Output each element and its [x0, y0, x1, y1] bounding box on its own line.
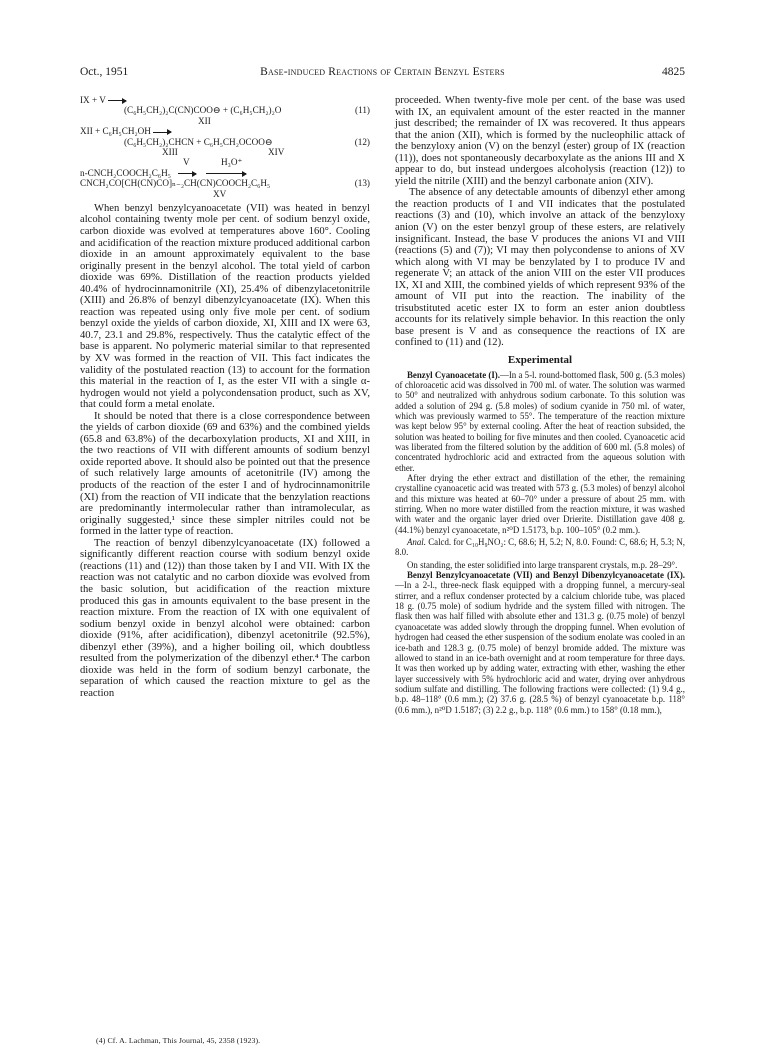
equation-13-reagents — [80, 157, 370, 167]
running-header — [80, 66, 685, 82]
arrow-icon — [108, 100, 126, 101]
equation-12-label-2: XIV — [268, 146, 285, 157]
right-column — [395, 95, 685, 715]
equation-11-line-1 — [80, 95, 370, 105]
equation-11-line-2 — [80, 105, 370, 115]
equation-11-label-row — [80, 116, 370, 126]
equation-13-label: XV — [213, 188, 227, 199]
paragraph: After drying the ether extract and distillation of the ether, the remaining crystalline cyanoacetic acid was treated with 573 g. (5.3 moles) of benzyl alcohol and this mixture was heated at 60–70° under a pressure of about 25 mm. with stirring. When no more water distilled from the reaction mixture, it was washed with water and the organic layer dried over Drierite. Distillation gave 408 g. (44.1%) benzyl cyanoacetate, n²⁰D 1.5173, b.p. 100–105° (0.2 mm.). — [395, 473, 685, 535]
paragraph-text: Calcd. for C₁₀H₉NO₂: C, 68.6; H, 5.2; N, 8.0. Found: C, 68.6; H, 5.3; N, 8.0. — [395, 537, 685, 558]
header-title: Base-induced Reactions of Certain Benzyl Esters — [260, 66, 505, 78]
equation-12-line-1 — [80, 126, 370, 136]
equation-13-reagent-acid: H₃O⁺ — [221, 157, 243, 168]
footnote: (4) Cf. A. Lachman, This Journal, 45, 2358 (1923). — [96, 1036, 261, 1045]
paragraph — [395, 370, 685, 473]
experimental-section — [395, 370, 685, 715]
paragraph-text: —In a 5-l. round-bottomed flask, 500 g. (5.3 moles) of chloroacetic acid was dissolved in 700 ml. of water. The solution was warmed to 50° and neutralized with anhydrous sodium carbonate. To this solution was added a solution of 294 g. (5.8 moles) of sodium cyanide in 750 ml. of water, which was previously warmed to 55°. The temperature of the reaction mixture was kept below 95° by external cooling. After the heat of reaction subsided, the solution was heated to boiling for five minutes and then cooled. Cyanoacetic acid was liberated from the filtered solution by the addition of 600 ml. (5.8 moles) of concentrated hydrochloric acid and extracted from the aqueous solution with ether. — [395, 369, 685, 473]
equation-13-reactant: n-CNCH₂COOCH₂C₆H₅ — [80, 167, 171, 178]
paragraph: The reaction of benzyl dibenzylcyanoacetate (IX) followed a significantly different reaction course with sodium benzyl oxide (reactions (11) and (12)) than those taken by I and VII. With IX the reaction was not catalytic and no carbon dioxide was evolved from the basic solution, but acidification of the reaction mixture produced this gas in amounts equivalent to the base present in the reaction mixture. From the reaction of IX with one equivalent of sodium benzyl oxide in benzyl alcohol were obtained: carbon dioxide (91%, after acidification), dibenzyl acetonitrile (92.5%), dibenzyl ether (39%), and a higher boiling oil, which doubtless resulted from the polymerization of the dibenzyl ether.⁴ The carbon dioxide was held in the form of sodium benzyl carbonate, the separation of which caused the reaction mixture to gel as the reaction — [80, 537, 370, 699]
compound-heading: Benzyl Benzylcyanoacetate (VII) and Benzyl Dibenzylcyanoacetate (IX). — [407, 570, 685, 581]
paragraph: proceeded. When twenty-five mole per cent. of the base was used with IX, an equivalent amount of the ester reacted in the manner just described; the remainder of IX was recovered. It thus appears that the anion (XII), which is formed by the nucleophilic attack of the benzyloxy anion (V) on the benzyl (ester) group of IX (reaction (11)), does not spontaneously decarboxylate as the anions III and X appear to do, but instead undergoes alcoholysis (reaction (12)) to yield the nitrile (XIII) and the benzyl carbonate anion (XIV). — [395, 95, 685, 187]
equation-11-products: (C₆H₅CH₂)₂C(CN)COO⊖ + (C₆H₅CH₂)₂O — [124, 105, 282, 116]
equation-13-line-2 — [80, 178, 370, 188]
equation-12-reactants: XII + C₆H₅CH₂OH — [80, 126, 151, 137]
header-date: Oct., 1951 — [80, 66, 129, 78]
equation-11-label: XII — [198, 115, 211, 126]
paragraph: It should be noted that there is a close correspondence between the yields of carbon dioxide (69 and 63%) and the combined yields (65.8 and 63.8%) of the decarboxylation products, XI and XIII, in the two reactions of VII with different amounts of sodium benzyl oxide reported above. It should also be pointed out that the presence of such relatively large amounts of acetonitrile (IV) among the products of the reaction of the ester I and of hydrocinnamonitrile (XI) from the reaction of VII indicate that the benzylation reactions are predominantly intermolecular rather than intramolecular, as originally suggested,¹ since these simpler nitriles could not be formed in the latter type of reaction. — [80, 410, 370, 538]
compound-heading: Benzyl Cyanoacetate (I). — [407, 369, 500, 380]
equation-12-label-row — [80, 147, 370, 157]
analysis-heading: Anal. — [407, 537, 426, 548]
arrow-icon — [206, 173, 246, 174]
paragraph — [395, 537, 685, 558]
equation-11-reactants: IX + V — [80, 95, 106, 105]
paragraph: When benzyl benzylcyanoacetate (VII) was heated in benzyl alcohol containing twenty mole per cent. of sodium benzyl oxide, carbon dioxide was evolved at temperatures above 160°. Cooling and acidification of the reaction mixture produced additional carbon dioxide in an amount approximately equivalent to the base originally present in the benzyl alcohol. The total yield of carbon dioxide was 69%. Distillation of the reaction products yielded 40.4% of hydrocinnamonitrile (XI), 25.4% of dibenzylacetonitrile (XIII) and 26.8% of benzyl dibenzylcyanoacetate (IX). When this reaction was repeated using only five mole per cent. of sodium benzyl oxide the yields of carbon dioxide, XI, XIII and IX were 63, 40.7, 23.1 and 29.8%, respectively. Thus the catalytic effect of the base is apparent. No polymeric material similar to that represented by XV was formed in the reaction of VII. This fact indicates the validity of the postulated reaction (13) to account for the formation this material in the reaction of I, as the ester VII with a single α-hydrogen would not yield a polycondensation product, such as XV, that could form a metal enolate. — [80, 202, 370, 411]
paragraph: On standing, the ester solidified into large transparent crystals, m.p. 28–29°. — [407, 559, 678, 570]
equation-12-number: (12) — [354, 136, 370, 147]
equation-13-label-row — [80, 189, 370, 199]
section-heading-experimental: Experimental — [507, 354, 573, 367]
arrow-icon — [153, 132, 171, 133]
equation-13-reagent-v: V — [183, 157, 190, 168]
equation-13-number: (13) — [354, 178, 370, 189]
equation-12-line-2 — [80, 137, 370, 147]
equation-13-line-1 — [80, 168, 370, 178]
equation-12-products: (C₆H₅CH₂)₂CHCN + C₆H₅CH₂OCOO⊖ — [124, 136, 273, 147]
page-number: 4825 — [662, 66, 685, 78]
left-column — [80, 95, 370, 699]
arrow-icon — [178, 173, 196, 174]
equation-13-product: CNCH₂CO[CH(CN)CO]ₙ₋₂CH(CN)COOCH₂C₆H₅ — [80, 178, 271, 189]
equation-11-number: (11) — [355, 105, 370, 116]
paragraph: The absence of any detectable amounts of dibenzyl ether among the reaction products of I and VII indicates that the postulated reactions (3) and (10), which involve an attack of the benzyloxy anion (V) on the ester benzyl group of these esters, are relatively insignificant. Instead, the base V produces the anions VI and VIII (reactions (5) and (7)); VI may then polycondense to anions of XV which along with VI may be benzylated by I to produce IV and regenerate V; an attack of the anion VIII on the ester VII produces IX, XI and XIII, the combined yields of which represent 93% of the amount of VII put into the reaction. The inability of the trisubstituted acetic ester IX to form an ester anion doubtless accounts for its relatively simple behavior. In this reaction the only base present is V and as consequence the reactions of IX are confined to (11) and (12). — [395, 187, 685, 349]
paragraph — [395, 570, 685, 715]
equation-12-label-1: XIII — [162, 146, 178, 157]
paragraph-text: —In a 2-l., three-neck flask equipped with a dropping funnel, a mercury-seal stirrer, and a reflux condenser protected by a calcium chloride tube, was placed 18 g. (0.75 mole) of sodium hydride and the system filled with nitrogen. The flask then was half filled with absolute ether and 131.3 g. (0.75 mole) of benzyl cyanoacetate was added slowly through the dropping funnel. When evolution of hydrogen had ceased the ether suspension of the sodium enolate was cooled in an ice-bath and 128.3 g. (0.75 mole) of benzyl bromide added. The mixture was allowed to stand in an ice-bath overnight and at room temperature for three days. It was then worked up by adding water, extracting with ether, washing the ether layer successively with 5% hydrochloric acid and water, drying over anhydrous sodium sulfate and distilling. The following fractions were collected: (1) 9.4 g., b.p. 48–118° (0.6 mm.); (2) 37.6 g. (28.5 %) of benzyl cyanoacetate b.p. 118° (0.6 mm.), n²⁰D 1.5187; (3) 2.2 g., b.p. 118° (0.6 mm.) to 158° (0.18 mm.), — [395, 580, 685, 715]
equation-block — [80, 95, 370, 199]
